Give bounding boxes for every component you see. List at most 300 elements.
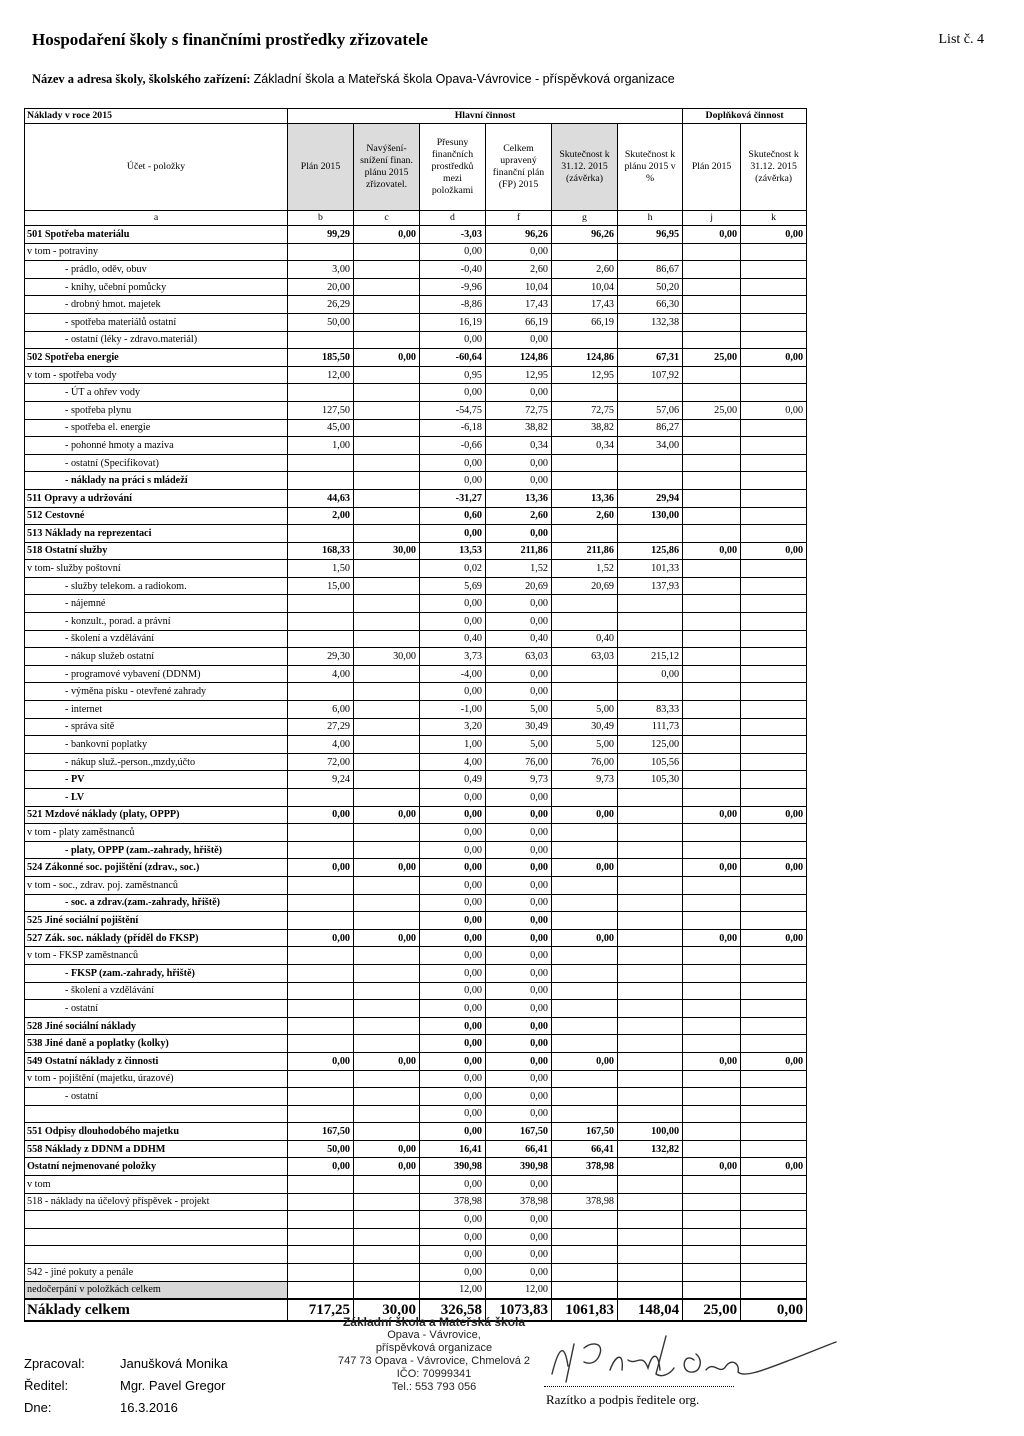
value-cell	[683, 1105, 741, 1123]
stamp-line: Základní škola a Mateřská škola	[342, 1315, 526, 1329]
value-cell	[354, 630, 420, 648]
value-cell: 83,33	[618, 701, 683, 719]
value-cell	[552, 789, 618, 807]
footer	[24, 1316, 1004, 1426]
value-cell: 0,00	[486, 243, 552, 261]
value-cell	[618, 1088, 683, 1106]
value-cell: 0,00	[288, 806, 354, 824]
row-label: - ostatní	[25, 1088, 288, 1106]
value-cell	[552, 841, 618, 859]
value-cell	[354, 613, 420, 631]
value-cell	[354, 507, 420, 525]
value-cell: 127,50	[288, 401, 354, 419]
value-cell: 96,26	[486, 226, 552, 244]
value-cell: -31,27	[420, 489, 486, 507]
value-cell: 167,50	[486, 1123, 552, 1141]
value-cell: -54,75	[420, 401, 486, 419]
value-cell	[683, 243, 741, 261]
value-cell: 0,00	[486, 454, 552, 472]
table-row	[25, 1176, 807, 1194]
value-cell	[683, 824, 741, 842]
table-row	[25, 771, 807, 789]
value-cell	[683, 1228, 741, 1246]
value-cell: 1,00	[288, 437, 354, 455]
value-cell: 0,00	[683, 1158, 741, 1176]
value-cell: -8,86	[420, 296, 486, 314]
table-row	[25, 789, 807, 807]
value-cell	[288, 683, 354, 701]
value-cell: 0,00	[486, 525, 552, 543]
table-row	[25, 419, 807, 437]
row-label: - školení a vzdělávání	[25, 982, 288, 1000]
value-cell: 66,19	[486, 313, 552, 331]
value-cell	[683, 507, 741, 525]
value-cell	[552, 1105, 618, 1123]
value-cell	[552, 894, 618, 912]
value-cell: 1,52	[552, 560, 618, 578]
table-row	[25, 1228, 807, 1246]
value-cell: 0,00	[486, 964, 552, 982]
value-cell: 0,00	[420, 331, 486, 349]
value-cell: 107,92	[618, 366, 683, 384]
value-cell: 96,26	[552, 226, 618, 244]
value-cell: 66,41	[486, 1140, 552, 1158]
value-cell: 0,00	[683, 859, 741, 877]
row-label: - výměna písku - otevřené zahrady	[25, 683, 288, 701]
value-cell: 12,00	[486, 1281, 552, 1299]
value-cell	[288, 1000, 354, 1018]
value-cell: 0,00	[486, 384, 552, 402]
table-row	[25, 1105, 807, 1123]
value-cell	[618, 1070, 683, 1088]
table-row	[25, 753, 807, 771]
table-row	[25, 701, 807, 719]
value-cell	[741, 1140, 807, 1158]
value-cell	[741, 613, 807, 631]
value-cell	[683, 982, 741, 1000]
value-cell	[354, 1246, 420, 1264]
value-cell: 1,50	[288, 560, 354, 578]
row-label: 528 Jiné sociální náklady	[25, 1017, 288, 1035]
value-cell	[741, 683, 807, 701]
row-label: v tom - soc., zdrav. poj. zaměstnanců	[25, 876, 288, 894]
value-cell	[354, 876, 420, 894]
value-cell: 0,40	[420, 630, 486, 648]
value-cell	[354, 489, 420, 507]
value-cell: 0,40	[552, 630, 618, 648]
value-cell: 16,41	[420, 1140, 486, 1158]
value-cell: 0,00	[420, 806, 486, 824]
row-label: 518 Ostatní služby	[25, 542, 288, 560]
value-cell	[552, 595, 618, 613]
value-cell: 717,25	[288, 1299, 354, 1321]
row-label	[25, 1228, 288, 1246]
table-row	[25, 1140, 807, 1158]
row-label: - FKSP (zam.-zahrady, hřiště)	[25, 964, 288, 982]
value-cell	[618, 1246, 683, 1264]
value-cell	[552, 1211, 618, 1229]
value-cell: 34,00	[618, 437, 683, 455]
value-cell: 0,00	[486, 1088, 552, 1106]
value-cell: 10,04	[486, 278, 552, 296]
value-cell: 0,34	[552, 437, 618, 455]
value-cell	[618, 929, 683, 947]
row-label: 511 Opravy a udržování	[25, 489, 288, 507]
value-cell	[683, 1281, 741, 1299]
value-cell	[354, 718, 420, 736]
table-row	[25, 841, 807, 859]
row-label: - nájemné	[25, 595, 288, 613]
value-cell	[683, 472, 741, 490]
value-cell	[354, 683, 420, 701]
value-cell: 26,29	[288, 296, 354, 314]
value-cell: 0,00	[420, 929, 486, 947]
value-cell	[354, 243, 420, 261]
row-label: - ostatní (Specifikovat)	[25, 454, 288, 472]
table-row	[25, 296, 807, 314]
value-cell: 378,98	[552, 1158, 618, 1176]
value-cell: -6,18	[420, 419, 486, 437]
value-cell: 185,50	[288, 349, 354, 367]
table-row	[25, 1211, 807, 1229]
value-cell	[552, 1246, 618, 1264]
value-cell	[741, 736, 807, 754]
value-cell	[741, 665, 807, 683]
row-label: 512 Cestovné	[25, 507, 288, 525]
value-cell	[288, 1246, 354, 1264]
value-cell: 0,00	[486, 613, 552, 631]
value-cell	[683, 384, 741, 402]
value-cell	[354, 1193, 420, 1211]
value-cell	[683, 771, 741, 789]
value-cell: 0,00	[354, 929, 420, 947]
value-cell	[741, 1228, 807, 1246]
school-label: Název a adresa školy, školského zařízení:	[32, 72, 251, 86]
table-row	[25, 1070, 807, 1088]
value-cell	[741, 419, 807, 437]
value-cell: 378,98	[486, 1193, 552, 1211]
value-cell: 130,00	[618, 507, 683, 525]
value-cell: 0,00	[420, 824, 486, 842]
column-header: Skutečnost k 31.12. 2015 (závěrka)	[552, 124, 618, 211]
row-label: - soc. a zdrav.(zam.-zahrady, hřiště)	[25, 894, 288, 912]
value-cell	[741, 366, 807, 384]
value-cell	[741, 1035, 807, 1053]
row-label: v tom - potraviny	[25, 243, 288, 261]
row-label: Náklady celkem	[25, 1299, 288, 1321]
value-cell: 0,00	[486, 894, 552, 912]
column-letter: k	[741, 211, 807, 226]
value-cell: 390,98	[420, 1158, 486, 1176]
stamp-line: IČO: 70999341	[396, 1368, 472, 1380]
value-cell: 0,00	[486, 1211, 552, 1229]
column-header: Skutečnost k plánu 2015 v %	[618, 124, 683, 211]
value-cell: 5,00	[552, 701, 618, 719]
value-cell: 0,00	[420, 876, 486, 894]
value-cell: 38,82	[486, 419, 552, 437]
value-cell	[683, 613, 741, 631]
value-cell: 168,33	[288, 542, 354, 560]
value-cell: 66,19	[552, 313, 618, 331]
signature-line	[544, 1386, 734, 1387]
value-cell: 25,00	[683, 401, 741, 419]
value-cell	[683, 701, 741, 719]
value-cell	[288, 1281, 354, 1299]
value-cell	[288, 876, 354, 894]
value-cell: 5,00	[486, 701, 552, 719]
value-cell	[288, 613, 354, 631]
row-label: 525 Jiné sociální pojištění	[25, 912, 288, 930]
value-cell	[683, 683, 741, 701]
value-cell	[683, 630, 741, 648]
value-cell: 0,00	[420, 1000, 486, 1018]
column-letter: j	[683, 211, 741, 226]
value-cell	[741, 841, 807, 859]
value-cell: 0,00	[741, 542, 807, 560]
table-row	[25, 1281, 807, 1299]
value-cell	[741, 577, 807, 595]
value-cell	[618, 331, 683, 349]
table-row	[25, 806, 807, 824]
value-cell: 0,00	[552, 859, 618, 877]
value-cell: 0,00	[486, 472, 552, 490]
value-cell: 0,00	[741, 401, 807, 419]
value-cell	[618, 1264, 683, 1282]
value-cell: 12,00	[288, 366, 354, 384]
table-row	[25, 736, 807, 754]
row-label: - spotřeba el. energie	[25, 419, 288, 437]
value-cell	[741, 1017, 807, 1035]
value-cell: 211,86	[486, 542, 552, 560]
value-cell	[683, 1070, 741, 1088]
table-row	[25, 472, 807, 490]
value-cell: 0,00	[420, 384, 486, 402]
director-label: Ředitel:	[24, 1378, 69, 1393]
value-cell: 0,00	[420, 1035, 486, 1053]
value-cell	[618, 1017, 683, 1035]
row-label: 549 Ostatní náklady z činnosti	[25, 1052, 288, 1070]
row-label: - náklady na práci s mládeží	[25, 472, 288, 490]
row-label: Ostatní nejmenované položky	[25, 1158, 288, 1176]
value-cell: 0,00	[420, 1246, 486, 1264]
value-cell: 29,94	[618, 489, 683, 507]
value-cell: 5,00	[552, 736, 618, 754]
value-cell: 0,00	[420, 789, 486, 807]
value-cell: 0,00	[420, 1088, 486, 1106]
value-cell	[618, 1193, 683, 1211]
value-cell	[552, 1070, 618, 1088]
value-cell	[618, 1176, 683, 1194]
value-cell: 38,82	[552, 419, 618, 437]
value-cell	[288, 595, 354, 613]
value-cell: 72,00	[288, 753, 354, 771]
value-cell: 0,00	[420, 1264, 486, 1282]
row-label: - nákup služeb ostatní	[25, 648, 288, 666]
value-cell	[354, 560, 420, 578]
table-body	[25, 226, 807, 1322]
row-label: - knihy, učební pomůcky	[25, 278, 288, 296]
table-row	[25, 1000, 807, 1018]
value-cell	[741, 331, 807, 349]
value-cell	[354, 1070, 420, 1088]
table-row	[25, 401, 807, 419]
value-cell	[683, 1035, 741, 1053]
value-cell: 86,27	[618, 419, 683, 437]
value-cell	[741, 1070, 807, 1088]
table-row	[25, 331, 807, 349]
value-cell: 0,00	[486, 982, 552, 1000]
value-cell	[288, 243, 354, 261]
row-label: - programové vybavení (DDNM)	[25, 665, 288, 683]
value-cell: 0,00	[420, 1228, 486, 1246]
value-cell	[683, 595, 741, 613]
value-cell	[741, 278, 807, 296]
value-cell: -0,40	[420, 261, 486, 279]
value-cell: 0,00	[486, 789, 552, 807]
value-cell	[288, 912, 354, 930]
value-cell	[552, 525, 618, 543]
value-cell: 0,00	[683, 929, 741, 947]
value-cell: -1,00	[420, 701, 486, 719]
value-cell	[683, 331, 741, 349]
table-row	[25, 824, 807, 842]
value-cell: 148,04	[618, 1299, 683, 1321]
value-cell: 0,95	[420, 366, 486, 384]
column-letter: d	[420, 211, 486, 226]
value-cell: 12,95	[552, 366, 618, 384]
value-cell: 0,00	[486, 1264, 552, 1282]
value-cell	[288, 525, 354, 543]
row-label: - prádlo, oděv, obuv	[25, 261, 288, 279]
value-cell: 3,73	[420, 648, 486, 666]
value-cell: 0,00	[552, 1052, 618, 1070]
value-cell: 72,75	[486, 401, 552, 419]
value-cell: 30,49	[552, 718, 618, 736]
value-cell	[741, 1211, 807, 1229]
value-cell: 0,00	[741, 806, 807, 824]
value-cell: 17,43	[486, 296, 552, 314]
value-cell	[552, 665, 618, 683]
value-cell	[354, 753, 420, 771]
value-cell	[552, 472, 618, 490]
value-cell: 0,00	[354, 1140, 420, 1158]
column-letter: g	[552, 211, 618, 226]
value-cell	[683, 437, 741, 455]
table-row	[25, 648, 807, 666]
table-row	[25, 1246, 807, 1264]
value-cell	[288, 1264, 354, 1282]
value-cell: 76,00	[486, 753, 552, 771]
table-row	[25, 226, 807, 244]
prepared-label: Zpracoval:	[24, 1356, 85, 1371]
table-row	[25, 630, 807, 648]
value-cell: 0,00	[288, 859, 354, 877]
value-cell	[741, 1264, 807, 1282]
value-cell: 211,86	[552, 542, 618, 560]
value-cell: 0,00	[486, 665, 552, 683]
value-cell: 63,03	[486, 648, 552, 666]
value-cell	[618, 243, 683, 261]
value-cell: 4,00	[420, 753, 486, 771]
value-cell	[741, 630, 807, 648]
value-cell: 15,00	[288, 577, 354, 595]
row-label: - bankovní poplatky	[25, 736, 288, 754]
value-cell: -60,64	[420, 349, 486, 367]
value-cell: 1,52	[486, 560, 552, 578]
value-cell	[618, 964, 683, 982]
value-cell: 105,30	[618, 771, 683, 789]
value-cell	[683, 736, 741, 754]
value-cell	[552, 1281, 618, 1299]
value-cell: 0,00	[486, 1070, 552, 1088]
value-cell: 0,00	[486, 331, 552, 349]
value-cell	[288, 1088, 354, 1106]
column-header: Plán 2015	[683, 124, 741, 211]
value-cell: 2,60	[552, 507, 618, 525]
row-label	[25, 1105, 288, 1123]
main-activity-header: Hlavní činnost	[288, 109, 683, 124]
value-cell	[618, 1052, 683, 1070]
value-cell: 0,00	[683, 226, 741, 244]
column-header: Skutečnost k 31.12. 2015 (závěrka)	[741, 124, 807, 211]
value-cell	[288, 384, 354, 402]
table-row	[25, 947, 807, 965]
value-cell	[683, 753, 741, 771]
row-label: 524 Zákonné soc. pojištění (zdrav., soc.)	[25, 859, 288, 877]
column-header: Navýšení-snížení finan. plánu 2015 zřizovatel.	[354, 124, 420, 211]
row-label: - ÚT a ohřev vody	[25, 384, 288, 402]
column-letter: c	[354, 211, 420, 226]
value-cell: 0,00	[420, 683, 486, 701]
value-cell: 167,50	[552, 1123, 618, 1141]
row-label: v tom- služby poštovní	[25, 560, 288, 578]
value-cell	[683, 525, 741, 543]
value-cell: 0,00	[288, 929, 354, 947]
value-cell: 0,00	[354, 349, 420, 367]
value-cell	[552, 1017, 618, 1035]
value-cell	[354, 577, 420, 595]
value-cell	[683, 1211, 741, 1229]
value-cell	[618, 1228, 683, 1246]
value-cell: 17,43	[552, 296, 618, 314]
value-cell: 0,00	[420, 841, 486, 859]
value-cell	[683, 894, 741, 912]
value-cell	[288, 1105, 354, 1123]
value-cell	[354, 894, 420, 912]
column-header: Přesuny finančních prostředků mezi položkami	[420, 124, 486, 211]
value-cell	[618, 982, 683, 1000]
row-label: - nákup služ.-person.,mzdy,účto	[25, 753, 288, 771]
value-cell: 125,86	[618, 542, 683, 560]
row-label	[25, 1246, 288, 1264]
value-cell: 25,00	[683, 349, 741, 367]
value-cell: 0,00	[420, 947, 486, 965]
stamp-line: příspěvková organizace	[375, 1342, 493, 1354]
value-cell: 13,36	[486, 489, 552, 507]
table-row	[25, 507, 807, 525]
value-cell	[683, 1193, 741, 1211]
value-cell	[618, 1281, 683, 1299]
value-cell: 1073,83	[486, 1299, 552, 1321]
value-cell	[741, 1000, 807, 1018]
row-label: 501 Spotřeba materiálu	[25, 226, 288, 244]
signature-label: Razítko a podpis ředitele org.	[546, 1392, 700, 1407]
value-cell	[741, 1176, 807, 1194]
value-cell	[552, 1000, 618, 1018]
value-cell	[354, 1088, 420, 1106]
value-cell: 0,49	[420, 771, 486, 789]
value-cell	[288, 630, 354, 648]
